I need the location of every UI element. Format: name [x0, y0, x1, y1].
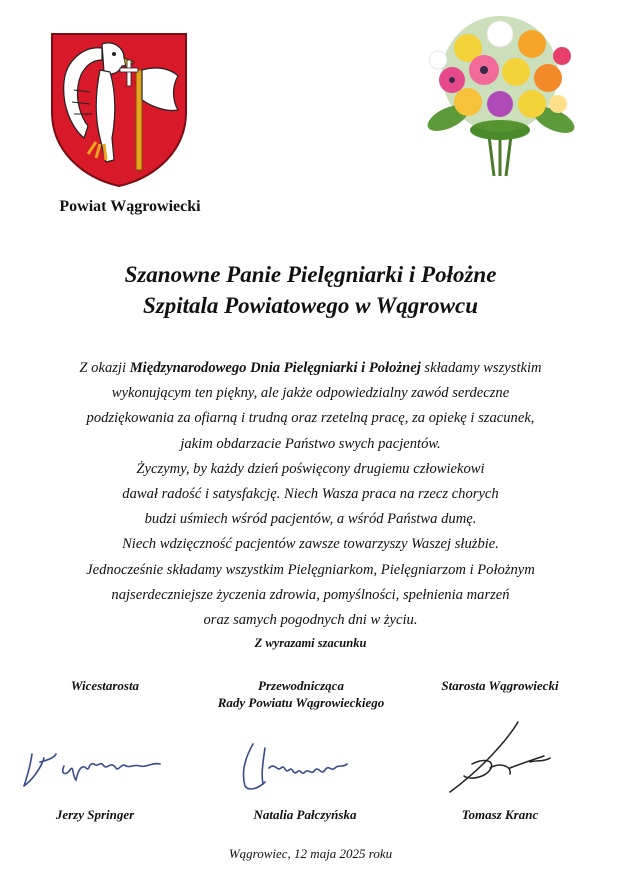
signatory-name: Tomasz Kranc	[461, 807, 539, 822]
signatory-role-starost	[420, 677, 580, 694]
coat-of-arms-icon	[44, 30, 194, 190]
organization-name: Powiat Wągrowiecki	[59, 198, 201, 215]
message-line: budzi uśmiech wśród pacjentów, a wśród Państwa dumę.	[144, 511, 477, 528]
role-text: Starosta Wągrowiecki	[441, 678, 559, 693]
message-line: jakim obdarzacie Państwo swych pacjentów.	[180, 435, 441, 452]
message-text: Z okazji	[79, 360, 130, 376]
message-body	[10, 356, 611, 633]
signatory-name: Jerzy Springer	[55, 807, 135, 822]
message-line	[10, 356, 611, 381]
occasion-name: Międzynarodowego Dnia Pielęgniarki i Położnej	[129, 360, 421, 376]
signature-kranc-icon	[440, 718, 555, 798]
message-line: podziękowania za ofiarną i trudną oraz rzetelną pracę, za opiekę i szacunek,	[86, 410, 535, 427]
role-text: Przewodnicząca	[258, 678, 344, 693]
message-line: oraz samych pogodnych dni w życiu.	[203, 612, 418, 629]
message-line: Niech wdzięczność pacjentów zawsze towarzyszy Waszej służbie.	[122, 536, 499, 553]
message-line: najserdeczniejsze życzenia zdrowia, pomyślności, spełnienia marzeń	[111, 586, 510, 603]
signatory-role-council-chair	[190, 677, 412, 711]
role-text: Rady Powiatu Wągrowieckiego	[217, 695, 385, 710]
signature-springer-icon	[20, 740, 170, 790]
greeting-line-2: Szpitala Powiatowego w Wągrowcu	[142, 293, 479, 318]
closing-line: Z wyrazami szacunku	[254, 636, 367, 650]
greeting-line-1: Szanowne Panie Pielęgniarki i Położne	[124, 262, 497, 287]
flower-bouquet-icon	[408, 8, 594, 178]
message-line: Życzymy, by każdy dzień poświęcony drugiemu człowiekowi	[136, 460, 485, 477]
message-line: dawał radość i satysfakcję. Niech Wasza praca na rzecz chorych	[122, 486, 499, 503]
place-and-date: Wągrowiec, 12 maja 2025 roku	[228, 846, 393, 861]
signatory-name: Natalia Pałczyńska	[253, 807, 357, 822]
message-text: składamy wszystkim	[420, 360, 542, 376]
signature-palczynska-icon	[235, 738, 355, 796]
message-line: Jednocześnie składamy wszystkim Pielęgniarkom, Pielęgniarzom i Położnym	[86, 561, 535, 578]
signatory-role-vice-starost	[30, 677, 180, 694]
message-line: wykonującym ten piękny, ale jakże odpowiedzialny zawód serdeczne	[111, 385, 510, 402]
role-text: Wicestarosta	[70, 678, 140, 693]
